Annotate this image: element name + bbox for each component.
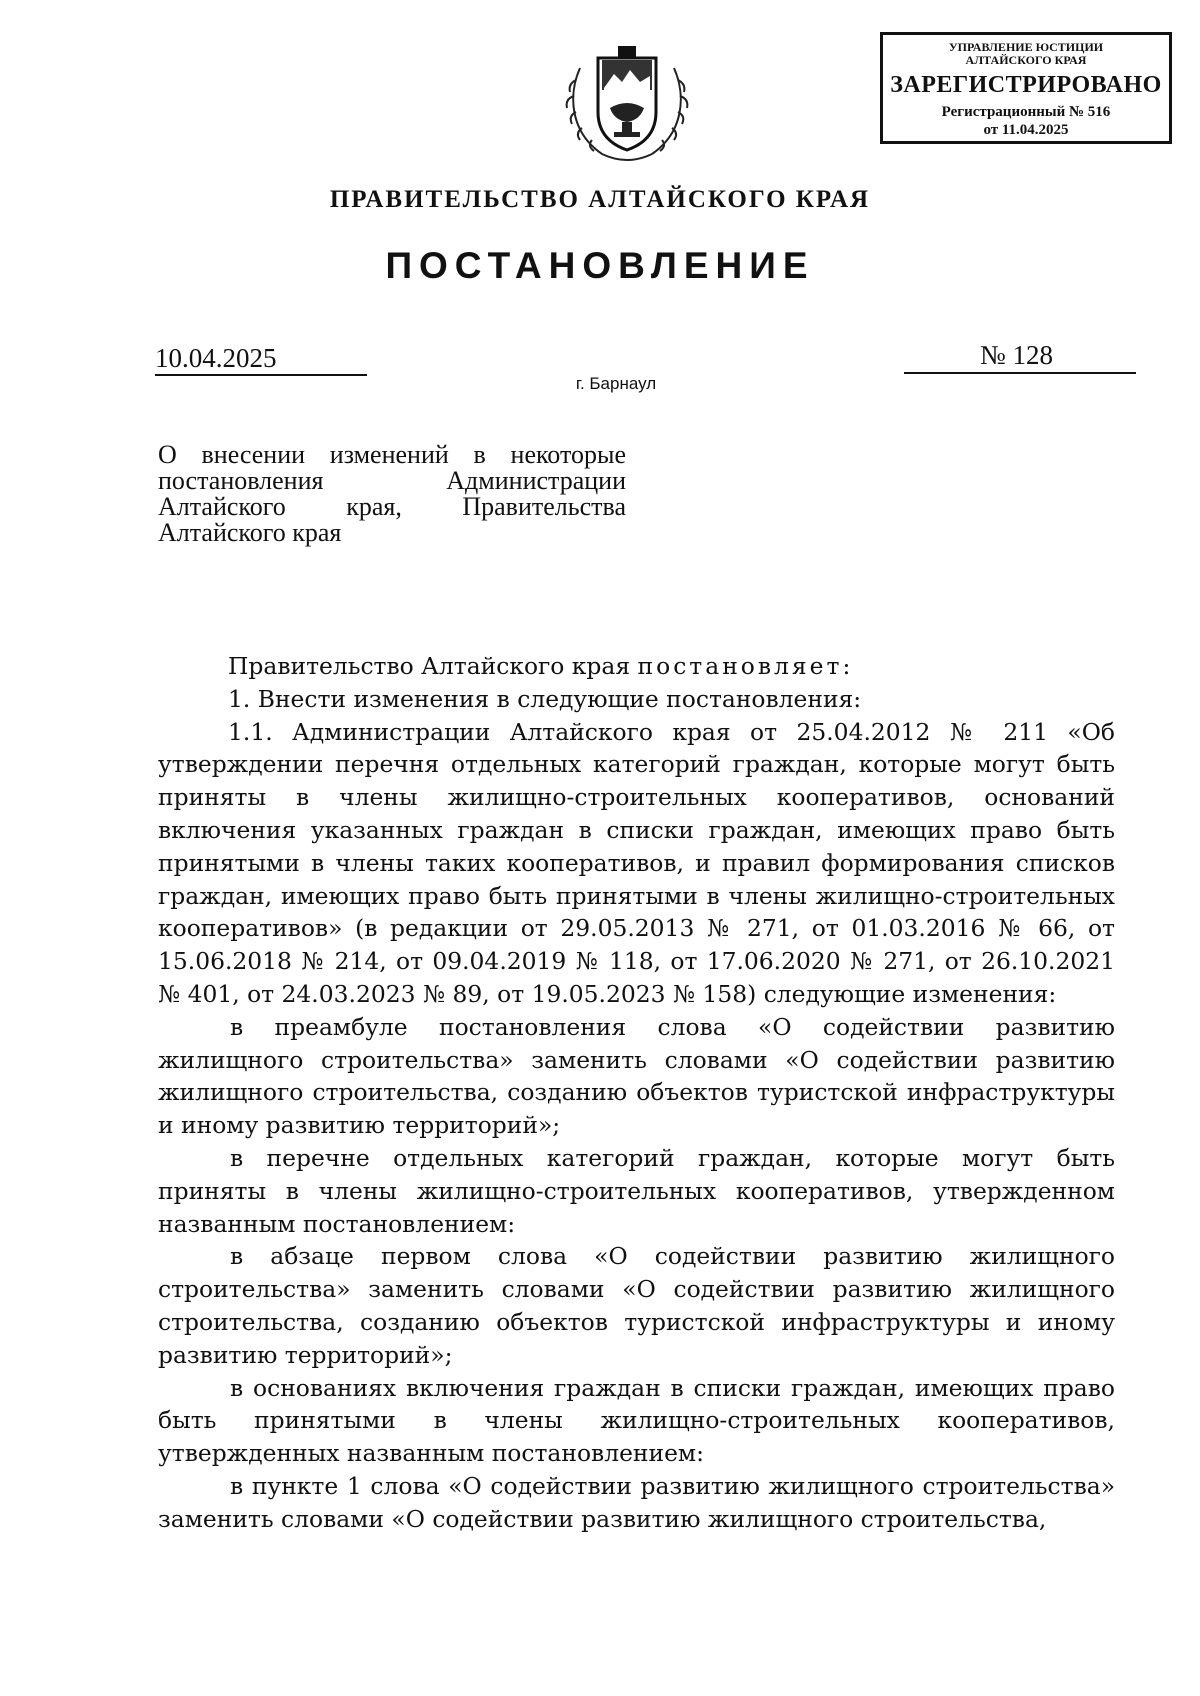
document-date: 10.04.2025 [155,342,367,376]
body-paragraph-grounds: в основаниях включения граждан в списки граждан, имеющих право быть принятыми в члены жилищно-строительных кооперативов, утвержденных названным постановлением: [158,1373,1115,1468]
document-city: г. Барнаул [575,374,657,393]
intro-colon: : [842,652,851,680]
document-type-title: ПОСТАНОВЛЕНИЕ [385,245,815,286]
body-paragraph-1: 1. Внести изменения в следующие постановления: [228,684,862,713]
coat-of-arms-emblem [562,40,692,168]
document-number: № 128 [904,338,1136,374]
body-paragraph-preamble: в преамбуле постановления слова «О содействии развитию жилищного строительства» заменить словами «О содействии развитию жилищного строительства, созданию объектов туристской инфраструктуры и иному развитию территорий»; [158,1012,1115,1140]
body-paragraph-list: в перечне отдельных категорий граждан, которые могут быть приняты в члены жилищно-строительных кооперативов, утвержденном названным постановлением: [158,1143,1115,1238]
registration-stamp [880,32,1172,144]
intro-resolves-word: постановляет [637,652,843,680]
stamp-reg-number: Регистрационный № 516 [941,104,1111,120]
body-paragraph-point-1: в пункте 1 слова «О содействии развитию жилищного строительства» заменить словами «О содействии развитию жилищного строительства, [158,1471,1115,1533]
body-paragraph-1-1: 1.1. Администрации Алтайского края от 25.04.2012 № 211 «Об утверждении перечня отдельных категорий граждан, которые могут быть приняты в члены жилищно-строительных кооперативов, оснований включения указанных граждан в списки граждан, имеющих право быть принятыми в члены таких кооперативов, и правил формирования списков граждан, имеющих право быть принятыми в члены жилищно-строительных кооперативов» (в редакции от 29.05.2013 № 271, от 01.03.2016 № 66, от 15.06.2018 № 214, от 09.04.2019 № 118, от 17.06.2020 № 271, от 26.10.2021 № 401, от 24.03.2023 № 89, от 19.05.2023 № 158) следующие изменения: [158,717,1115,1008]
stamp-status: ЗАРЕГИСТРИРОВАНО [890,72,1162,98]
document-subject: О внесении изменений в некоторые постановления Администрации Алтайского края, Правительства Алтайского края [158,440,626,547]
document-body [158,650,1115,1536]
stamp-org-line-1: УПРАВЛЕНИЕ ЮСТИЦИИ [948,40,1104,54]
body-paragraph-intro [158,650,1115,683]
body-paragraph-first-abzac: в абзаце первом слова «О содействии развитию жилищного строительства» заменить словами «О содействии развитию жилищного строительства, созданию объектов туристской инфраструктуры и иному развитию территорий»; [158,1242,1115,1369]
intro-text: Правительство Алтайского края [228,652,638,680]
stamp-reg-date: от 11.04.2025 [983,122,1069,138]
stamp-org-line-2: АЛТАЙСКОГО КРАЯ [965,53,1087,67]
government-title: ПРАВИТЕЛЬСТВО АЛТАЙСКОГО КРАЯ [329,186,871,213]
